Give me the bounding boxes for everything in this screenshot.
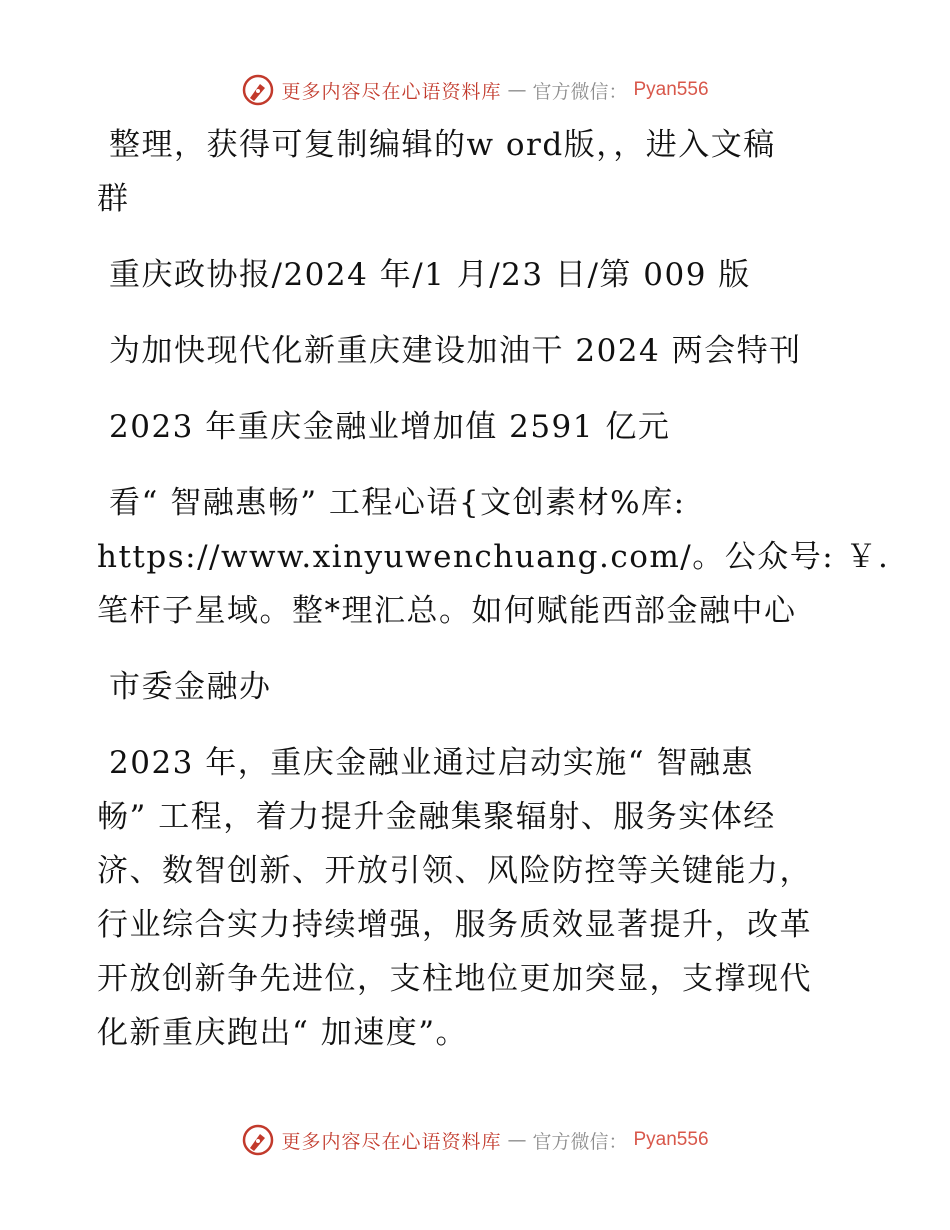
doc-line-intro: 整理，获得可复制编辑的w ord版，，进入文稿 [109,127,776,163]
doc-line-headline: 2023 年重庆金融业增加值 2591 亿元 [109,409,671,445]
doc-line-para-2: 畅” 工程，着力提升金融集聚辐射、服务实体经 [97,799,776,835]
watermark-official: 官方微信： [532,80,628,103]
pen-nib-circle-icon [241,1123,275,1157]
doc-line-para-4: 行业综合实力持续增强，服务质效显著提升，改革 [97,907,812,943]
header-watermark [0,70,950,110]
watermark-account: Pyan556 [633,79,709,100]
doc-line-column: 为加快现代化新重庆建设加油干 2024 两会特刊 [109,333,802,369]
doc-line-subheadline: 看“ 智融惠畅” 工程心语{文创素材%库: [109,485,686,521]
footer-watermark [0,1120,950,1160]
doc-line-para-5: 开放创新争先进位，支柱地位更加突显，支撑现代 [97,961,812,997]
doc-line-para-6: 化新重庆跑出“ 加速度”。 [97,1015,469,1051]
doc-line-intro-cont: 群 [97,181,130,217]
doc-line-url: https://www.xinyuwenchuang.com/。公众号: ￥. [97,539,890,575]
watermark-brand: 更多内容尽在心语资料库 [281,1130,502,1153]
document-body [97,118,890,1060]
watermark-account: Pyan556 [633,1129,709,1150]
doc-line-author: 市委金融办 [109,669,272,705]
watermark-official: 官方微信： [532,1130,628,1153]
watermark-dash: — [507,1129,527,1151]
doc-line-source: 重庆政协报/2024 年/1 月/23 日/第 009 版 [109,257,751,293]
doc-line-para-1: 2023 年，重庆金融业通过启动实施“ 智融惠 [109,745,754,781]
watermark-brand: 更多内容尽在心语资料库 [281,80,502,103]
pen-nib-circle-icon [241,73,275,107]
doc-line-account: 笔杆子星域。整*理汇总。如何赋能西部金融中心 [97,593,797,629]
doc-line-para-3: 济、数智创新、开放引领、风险防控等关键能力， [97,853,812,889]
watermark-dash: — [507,79,527,101]
